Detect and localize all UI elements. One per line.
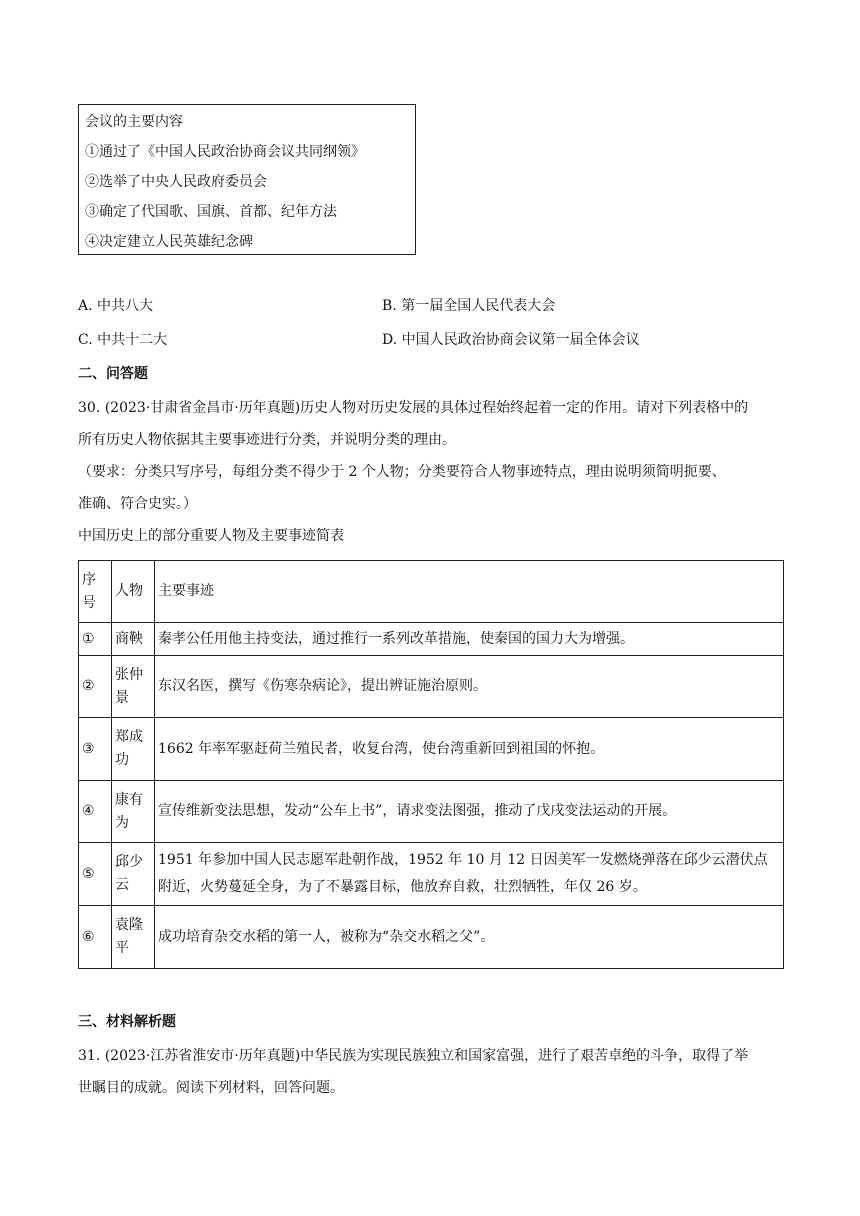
row-deeds [155, 656, 784, 718]
table-row [79, 656, 784, 718]
header-number [79, 561, 112, 623]
person-name-part: 郑成 [115, 729, 143, 745]
deeds-line: 1951 年参加中国人民志愿军赴朝作战，1952 年 10 月 12 日因美军一发燃烧弹落在邱少云潜伏点 [158, 852, 768, 868]
person-name-part: 功 [115, 752, 129, 768]
question-30 [78, 392, 786, 552]
row-deeds [155, 718, 784, 781]
option-c: C. 中共十二大 [78, 332, 168, 348]
row-deeds [155, 781, 784, 843]
meeting-content-box [78, 104, 416, 255]
person-name-part: 为 [115, 814, 129, 831]
table-row [79, 718, 784, 781]
row-person [112, 623, 155, 656]
row-number: ① [79, 623, 112, 656]
deeds-line: 东汉名医，撰写《伤寒杂病论》，提出辨证施治原则。 [158, 678, 487, 694]
row-deeds [155, 623, 784, 656]
question-30-line: 所有历史人物依据其主要事迹进行分类，并说明分类的理由。 [78, 432, 456, 448]
question-30-requirement: 准确、符合史实。） [78, 496, 197, 512]
meeting-item: ①通过了《中国人民政治协商会议共同纲领》 [85, 144, 365, 160]
deeds-line: 宣传维新变法思想，发动“公车上书”，请求变法图强，推动了戊戌变法运动的开展。 [158, 803, 677, 819]
table-row [79, 843, 784, 906]
row-deeds [155, 906, 784, 969]
deeds-line: 秦孝公任用他主持变法，通过推行一系列改革措施，使秦国的国力大为增强。 [158, 630, 634, 647]
person-name-part: 邱少 [115, 854, 143, 870]
row-number: ④ [79, 781, 112, 843]
row-person [112, 906, 155, 969]
row-deeds [155, 843, 784, 906]
row-number: ⑥ [79, 906, 112, 969]
option-a: A. 中共八大 [78, 298, 154, 314]
table-row [79, 623, 784, 656]
person-name-part: 康有 [115, 791, 143, 808]
question-31 [78, 1040, 786, 1104]
deeds-line: 附近，火势蔓延全身，为了不暴露目标，他放弃自救，壮烈牺牲，年仅 26 岁。 [158, 879, 647, 895]
row-person [112, 843, 155, 906]
header-person: 人物 [112, 561, 155, 623]
question-31-line: 31. (2023·江苏省淮安市·历年真题)中华民族为实现民族独立和国家富强，进行了艰苦卓绝的斗争，取得了举 [78, 1048, 749, 1064]
option-b: B. 第一届全国人民代表大会 [382, 298, 556, 314]
option-d: D. 中国人民政治协商会议第一届全体会议 [382, 332, 640, 348]
figures-table [78, 560, 784, 969]
table-caption: 中国历史上的部分重要人物及主要事迹简表 [78, 528, 344, 544]
table-row [79, 906, 784, 969]
row-number: ③ [79, 718, 112, 781]
table-header-row [79, 561, 784, 623]
person-name-part: 商鞅 [115, 630, 143, 647]
person-name-part: 云 [115, 877, 129, 893]
table-row [79, 781, 784, 843]
row-person [112, 718, 155, 781]
person-name-part: 袁隆 [115, 917, 143, 933]
deeds-line: 成功培育杂交水稻的第一人，被称为“杂交水稻之父”。 [158, 928, 495, 945]
row-number: ⑤ [79, 843, 112, 906]
meeting-item: ③确定了代国歌、国旗、首都、纪年方法 [85, 204, 337, 220]
header-number-part: 号 [82, 594, 96, 611]
section-2-title: 二、问答题 [78, 366, 148, 382]
question-31-line: 世瞩目的成就。阅读下列材料，回答问题。 [78, 1080, 344, 1096]
meeting-box-title: 会议的主要内容 [85, 114, 183, 130]
meeting-item: ④决定建立人民英雄纪念碑 [85, 234, 253, 250]
row-person [112, 781, 155, 843]
person-name-part: 张仲 [115, 666, 143, 683]
person-name-part: 景 [115, 689, 129, 706]
header-number-part: 序 [82, 571, 96, 588]
header-deeds: 主要事迹 [155, 561, 784, 623]
section-3-title: 三、材料解析题 [78, 1014, 176, 1030]
person-name-part: 平 [115, 940, 129, 956]
question-30-line: 30. (2023·甘肃省金昌市·历年真题)历史人物对历史发展的具体过程始终起着一定的作用。请对下列表格中的 [78, 400, 749, 416]
row-person [112, 656, 155, 718]
meeting-item: ②选举了中央人民政府委员会 [85, 174, 267, 190]
deeds-line: 1662 年率军驱赶荷兰殖民者，收复台湾，使台湾重新回到祖国的怀抱。 [158, 740, 605, 757]
row-number: ② [79, 656, 112, 718]
question-30-requirement: （要求：分类只写序号，每组分类不得少于 2 个人物；分类要符合人物事迹特点，理由说明须简明扼要、 [78, 464, 726, 480]
